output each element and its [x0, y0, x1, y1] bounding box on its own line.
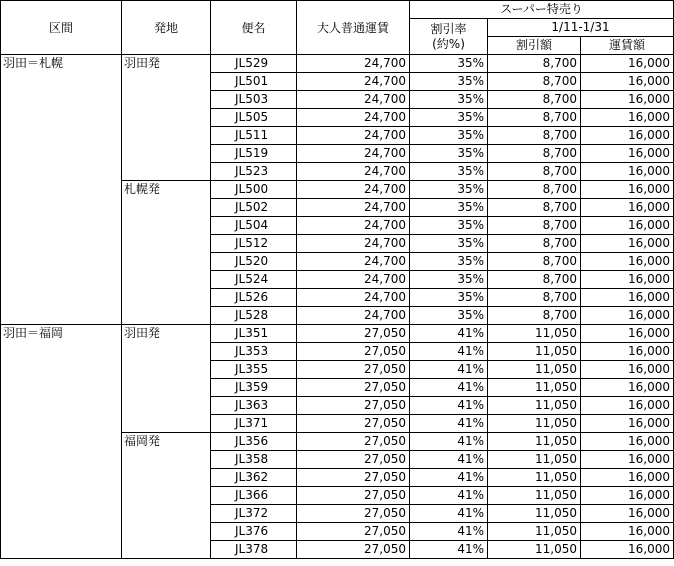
discount-rate-cell: 35% — [410, 307, 488, 325]
flight-cell: JL501 — [211, 73, 297, 91]
discount-amount-cell: 11,050 — [488, 469, 581, 487]
flight-cell: JL519 — [211, 145, 297, 163]
fare-amount-cell: 16,000 — [581, 523, 674, 541]
fare-amount-cell: 16,000 — [581, 55, 674, 73]
regular-fare-cell: 24,700 — [297, 253, 410, 271]
flight-cell: JL529 — [211, 55, 297, 73]
discount-rate-cell: 35% — [410, 163, 488, 181]
regular-fare-cell: 24,700 — [297, 181, 410, 199]
flight-cell: JL512 — [211, 235, 297, 253]
fare-amount-cell: 16,000 — [581, 379, 674, 397]
fare-amount-cell: 16,000 — [581, 433, 674, 451]
discount-amount-cell: 11,050 — [488, 451, 581, 469]
discount-rate-cell: 41% — [410, 325, 488, 343]
discount-rate-cell: 35% — [410, 271, 488, 289]
discount-amount-cell: 11,050 — [488, 379, 581, 397]
discount-rate-cell: 35% — [410, 235, 488, 253]
regular-fare-cell: 27,050 — [297, 505, 410, 523]
regular-fare-cell: 24,700 — [297, 271, 410, 289]
discount-rate-cell: 41% — [410, 451, 488, 469]
fare-amount-cell: 16,000 — [581, 415, 674, 433]
discount-rate-cell: 41% — [410, 433, 488, 451]
header-route: 区間 — [1, 1, 122, 55]
regular-fare-cell: 27,050 — [297, 433, 410, 451]
flight-cell: JL503 — [211, 91, 297, 109]
discount-amount-cell: 11,050 — [488, 343, 581, 361]
origin-cell: 福岡発 — [122, 433, 211, 559]
fare-amount-cell: 16,000 — [581, 127, 674, 145]
regular-fare-cell: 27,050 — [297, 397, 410, 415]
discount-amount-cell: 11,050 — [488, 433, 581, 451]
discount-rate-cell: 41% — [410, 487, 488, 505]
discount-rate-cell: 35% — [410, 73, 488, 91]
fare-amount-cell: 16,000 — [581, 91, 674, 109]
discount-rate-cell: 41% — [410, 523, 488, 541]
header-origin: 発地 — [122, 1, 211, 55]
discount-amount-cell: 8,700 — [488, 271, 581, 289]
flight-cell: JL524 — [211, 271, 297, 289]
flight-cell: JL371 — [211, 415, 297, 433]
route-cell: 羽田＝札幌 — [1, 55, 122, 325]
discount-rate-cell: 35% — [410, 289, 488, 307]
origin-cell: 羽田発 — [122, 325, 211, 433]
table-row — [1, 55, 674, 73]
discount-amount-cell: 8,700 — [488, 73, 581, 91]
fare-amount-cell: 16,000 — [581, 289, 674, 307]
flight-cell: JL526 — [211, 289, 297, 307]
flight-cell: JL502 — [211, 199, 297, 217]
discount-amount-cell: 8,700 — [488, 253, 581, 271]
regular-fare-cell: 24,700 — [297, 217, 410, 235]
regular-fare-cell: 24,700 — [297, 307, 410, 325]
discount-rate-cell: 35% — [410, 217, 488, 235]
discount-amount-cell: 8,700 — [488, 307, 581, 325]
regular-fare-cell: 27,050 — [297, 361, 410, 379]
flight-cell: JL351 — [211, 325, 297, 343]
fare-amount-cell: 16,000 — [581, 307, 674, 325]
header-discount-rate — [410, 19, 488, 55]
discount-rate-cell: 41% — [410, 379, 488, 397]
header-flight: 便名 — [211, 1, 297, 55]
fare-amount-cell: 16,000 — [581, 343, 674, 361]
discount-rate-cell: 35% — [410, 91, 488, 109]
discount-rate-cell: 35% — [410, 199, 488, 217]
regular-fare-cell: 27,050 — [297, 469, 410, 487]
discount-amount-cell: 8,700 — [488, 163, 581, 181]
discount-amount-cell: 11,050 — [488, 505, 581, 523]
discount-rate-cell: 41% — [410, 361, 488, 379]
flight-cell: JL355 — [211, 361, 297, 379]
fare-amount-cell: 16,000 — [581, 451, 674, 469]
regular-fare-cell: 24,700 — [297, 55, 410, 73]
flight-cell: JL356 — [211, 433, 297, 451]
regular-fare-cell: 24,700 — [297, 73, 410, 91]
discount-rate-cell: 41% — [410, 415, 488, 433]
discount-amount-cell: 11,050 — [488, 397, 581, 415]
discount-amount-cell: 8,700 — [488, 55, 581, 73]
fare-amount-cell: 16,000 — [581, 325, 674, 343]
discount-rate-cell: 41% — [410, 469, 488, 487]
fare-amount-cell: 16,000 — [581, 271, 674, 289]
header-discount-rate-line2: (約%) — [432, 36, 465, 51]
regular-fare-cell: 27,050 — [297, 541, 410, 559]
header-row-1 — [1, 1, 674, 19]
discount-amount-cell: 11,050 — [488, 487, 581, 505]
fare-amount-cell: 16,000 — [581, 109, 674, 127]
regular-fare-cell: 24,700 — [297, 235, 410, 253]
discount-amount-cell: 8,700 — [488, 199, 581, 217]
flight-cell: JL376 — [211, 523, 297, 541]
fare-amount-cell: 16,000 — [581, 73, 674, 91]
discount-rate-cell: 35% — [410, 127, 488, 145]
discount-amount-cell: 8,700 — [488, 145, 581, 163]
fare-amount-cell: 16,000 — [581, 163, 674, 181]
table-header — [1, 1, 674, 55]
flight-cell: JL523 — [211, 163, 297, 181]
route-cell: 羽田＝福岡 — [1, 325, 122, 559]
discount-amount-cell: 8,700 — [488, 127, 581, 145]
regular-fare-cell: 24,700 — [297, 145, 410, 163]
regular-fare-cell: 24,700 — [297, 109, 410, 127]
discount-rate-cell: 35% — [410, 253, 488, 271]
header-discount-amount: 割引額 — [488, 37, 581, 55]
discount-rate-cell: 41% — [410, 505, 488, 523]
discount-rate-cell: 41% — [410, 343, 488, 361]
discount-amount-cell: 11,050 — [488, 361, 581, 379]
flight-cell: JL511 — [211, 127, 297, 145]
flight-cell: JL363 — [211, 397, 297, 415]
regular-fare-cell: 27,050 — [297, 487, 410, 505]
regular-fare-cell: 24,700 — [297, 163, 410, 181]
fare-amount-cell: 16,000 — [581, 235, 674, 253]
fare-amount-cell: 16,000 — [581, 469, 674, 487]
regular-fare-cell: 24,700 — [297, 91, 410, 109]
header-period: 1/11-1/31 — [488, 19, 674, 37]
header-super-sale: スーパー特売り — [410, 1, 674, 19]
flight-cell: JL366 — [211, 487, 297, 505]
discount-amount-cell: 8,700 — [488, 289, 581, 307]
flight-cell: JL353 — [211, 343, 297, 361]
regular-fare-cell: 27,050 — [297, 451, 410, 469]
flight-cell: JL520 — [211, 253, 297, 271]
discount-amount-cell: 11,050 — [488, 415, 581, 433]
flight-cell: JL358 — [211, 451, 297, 469]
discount-amount-cell: 8,700 — [488, 217, 581, 235]
flight-cell: JL500 — [211, 181, 297, 199]
regular-fare-cell: 27,050 — [297, 379, 410, 397]
discount-rate-cell: 35% — [410, 109, 488, 127]
fare-amount-cell: 16,000 — [581, 145, 674, 163]
regular-fare-cell: 27,050 — [297, 415, 410, 433]
flight-cell: JL505 — [211, 109, 297, 127]
flight-cell: JL362 — [211, 469, 297, 487]
fare-amount-cell: 16,000 — [581, 181, 674, 199]
discount-amount-cell: 8,700 — [488, 235, 581, 253]
origin-cell: 札幌発 — [122, 181, 211, 325]
origin-cell: 羽田発 — [122, 55, 211, 181]
header-discount-rate-line1: 割引率 — [430, 21, 467, 36]
fare-amount-cell: 16,000 — [581, 361, 674, 379]
discount-amount-cell: 8,700 — [488, 181, 581, 199]
fare-amount-cell: 16,000 — [581, 541, 674, 559]
fare-amount-cell: 16,000 — [581, 487, 674, 505]
discount-rate-cell: 35% — [410, 181, 488, 199]
flight-cell: JL372 — [211, 505, 297, 523]
discount-amount-cell: 11,050 — [488, 325, 581, 343]
fare-amount-cell: 16,000 — [581, 199, 674, 217]
discount-amount-cell: 11,050 — [488, 541, 581, 559]
table-body — [1, 55, 674, 559]
table-row — [1, 325, 674, 343]
fare-amount-cell: 16,000 — [581, 505, 674, 523]
discount-rate-cell: 35% — [410, 55, 488, 73]
discount-amount-cell: 8,700 — [488, 109, 581, 127]
fare-amount-cell: 16,000 — [581, 253, 674, 271]
discount-rate-cell: 35% — [410, 145, 488, 163]
discount-rate-cell: 41% — [410, 541, 488, 559]
regular-fare-cell: 24,700 — [297, 127, 410, 145]
discount-amount-cell: 11,050 — [488, 523, 581, 541]
discount-rate-cell: 41% — [410, 397, 488, 415]
flight-cell: JL504 — [211, 217, 297, 235]
discount-amount-cell: 8,700 — [488, 91, 581, 109]
fare-amount-cell: 16,000 — [581, 397, 674, 415]
regular-fare-cell: 24,700 — [297, 199, 410, 217]
regular-fare-cell: 27,050 — [297, 343, 410, 361]
header-fare-amount: 運賃額 — [581, 37, 674, 55]
regular-fare-cell: 27,050 — [297, 523, 410, 541]
header-regular-fare: 大人普通運賃 — [297, 1, 410, 55]
flight-cell: JL378 — [211, 541, 297, 559]
flight-cell: JL528 — [211, 307, 297, 325]
fare-amount-cell: 16,000 — [581, 217, 674, 235]
regular-fare-cell: 27,050 — [297, 325, 410, 343]
regular-fare-cell: 24,700 — [297, 289, 410, 307]
flight-cell: JL359 — [211, 379, 297, 397]
